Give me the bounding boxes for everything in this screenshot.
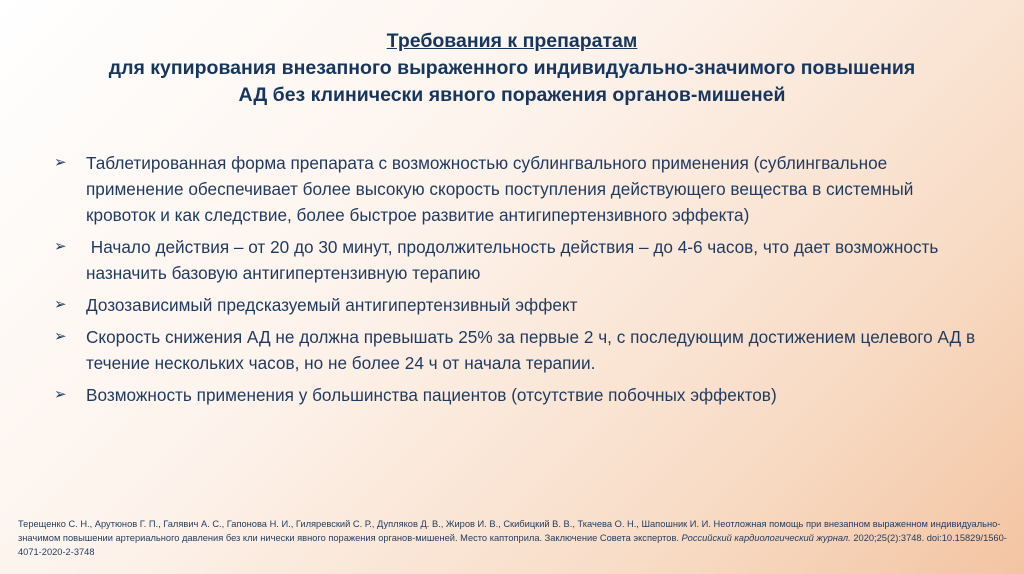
list-item-text: Возможность применения у большинства пациентов (отсутствие побочных эффектов): [86, 385, 777, 405]
arrow-bullet-icon: ➢: [54, 328, 67, 345]
title-line-3: АД без клинически явного поражения органов-мишеней: [238, 84, 786, 106]
list-item-text: Скорость снижения АД не должна превышать 25% за первые 2 ч, с последующим достижением целевого АД в течение нескольких часов, но не более 24 ч от начала терапии.: [86, 327, 976, 373]
reference-issue-doi: 2020;25(2):3748. doi:10.15829/1560-4071-2020-2-3748: [18, 533, 1007, 557]
arrow-bullet-icon: ➢: [54, 238, 67, 255]
list-item-text: Начало действия – от 20 до 30 минут, продолжительность действия – до 4-6 часов, что дает возможность назначить базовую антигипертензивную терапию: [86, 237, 944, 283]
reference-citation: [18, 517, 1008, 559]
slide-title: [40, 28, 984, 109]
arrow-bullet-icon: ➢: [54, 154, 67, 171]
reference-authors-title: Терещенко С. Н., Арутюнов Г. П., Галявич А. С., Гапонова Н. И., Гиляревский С. Р., Дупляков Д. В., Жиров И. В., Скибицкий В. В., Ткачева О. Н., Шапошник И. И. Неотложная помощь при внезапном выраженном индивидуально-значимом повышении артериального давления без кли нически явного поражения органов-мишеней. Место каптоприла. Заключение Совета экспертов.: [18, 519, 1001, 543]
title-line-1: Требования к препаратам: [386, 30, 638, 52]
list-item: [54, 292, 984, 318]
list-item-text: Таблетированная форма препарата с возможностью сублингвального применения (сублингвальное применение обеспечивает более высокую скорость поступления действующего вещества в системный кровоток и как следствие, более быстрое развитие антигипертензивного эффекта): [86, 153, 914, 225]
reference-journal: Российский кардиологический журнал.: [681, 533, 851, 543]
list-item: [54, 324, 984, 376]
list-item-text: Дозозависимый предсказуемый антигипертензивный эффект: [86, 295, 578, 315]
list-item: [54, 382, 984, 408]
requirements-list: [54, 150, 984, 414]
list-item: [54, 234, 984, 286]
arrow-bullet-icon: ➢: [54, 296, 67, 313]
title-line-2: для купирования внезапного выраженного индивидуально-значимого повышения: [108, 57, 916, 79]
list-item: [54, 150, 984, 228]
arrow-bullet-icon: ➢: [54, 386, 67, 403]
